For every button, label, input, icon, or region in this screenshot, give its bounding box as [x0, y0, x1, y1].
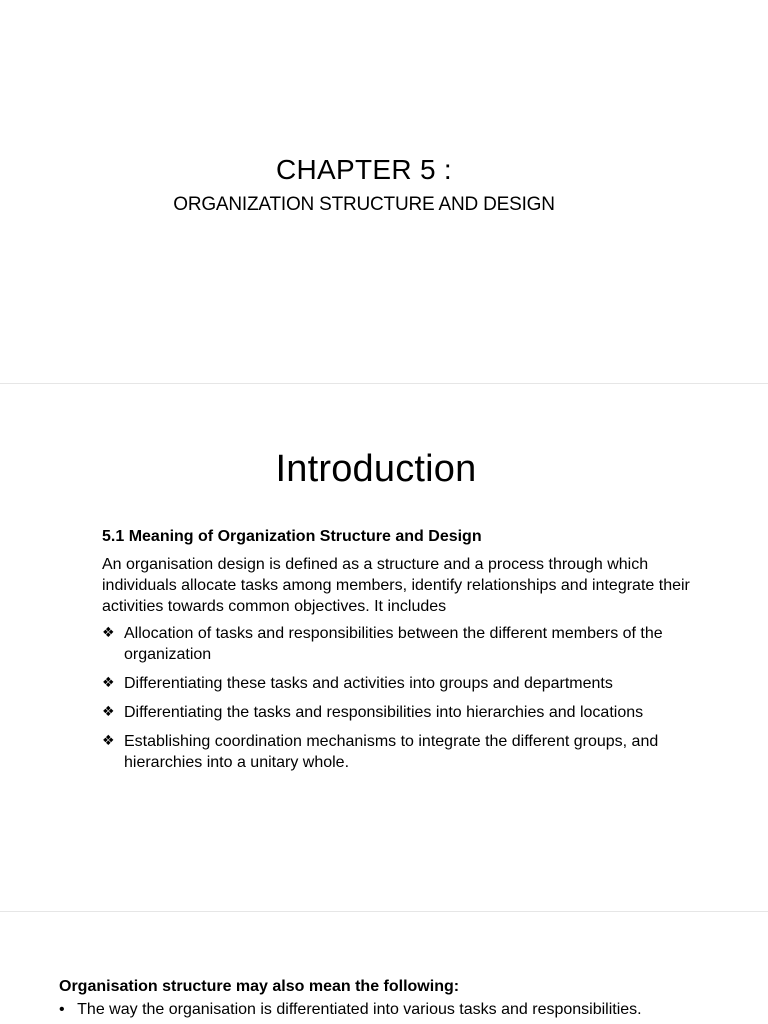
bullet-dot-icon: •	[59, 1001, 65, 1018]
chapter-subtitle: ORGANIZATION STRUCTURE AND DESIGN	[173, 194, 555, 215]
slide-introduction	[0, 384, 768, 912]
structure-heading: Organisation structure may also mean the following:	[59, 978, 460, 995]
list-item-text: Allocation of tasks and responsibilities between the different members of the organization	[124, 625, 663, 663]
list-item-text: Differentiating these tasks and activities into groups and departments	[124, 675, 613, 692]
introduction-title: Introduction	[275, 448, 477, 490]
slide-chapter-title	[0, 0, 768, 384]
diamond-bullet-icon: ❖	[102, 675, 115, 691]
list-item	[102, 731, 702, 773]
list-item-text: The way the organisation is differentiated into various tasks and responsibilities.	[77, 1001, 642, 1018]
list-item	[102, 702, 702, 723]
bullet-list	[102, 623, 702, 773]
list-item-text: Establishing coordination mechanisms to integrate the different groups, and hierarchies into a unitary whole.	[124, 733, 659, 771]
list-item	[59, 1001, 759, 1019]
diamond-bullet-icon: ❖	[102, 733, 115, 749]
slide-organisation-structure	[0, 912, 768, 1024]
diamond-bullet-icon: ❖	[102, 704, 115, 720]
diamond-bullet-icon: ❖	[102, 625, 115, 641]
introduction-body	[102, 526, 702, 781]
intro-paragraph: An organisation design is defined as a structure and a process through which individuals allocate tasks among members, identify relationships and integrate their activities towards common objectives. It includes	[102, 556, 690, 615]
section-heading: 5.1 Meaning of Organization Structure and Design	[102, 528, 482, 545]
list-item	[102, 673, 702, 694]
list-item	[102, 623, 702, 665]
list-item-text: Differentiating the tasks and responsibilities into hierarchies and locations	[124, 704, 644, 721]
chapter-title: CHAPTER 5 :	[275, 154, 452, 185]
